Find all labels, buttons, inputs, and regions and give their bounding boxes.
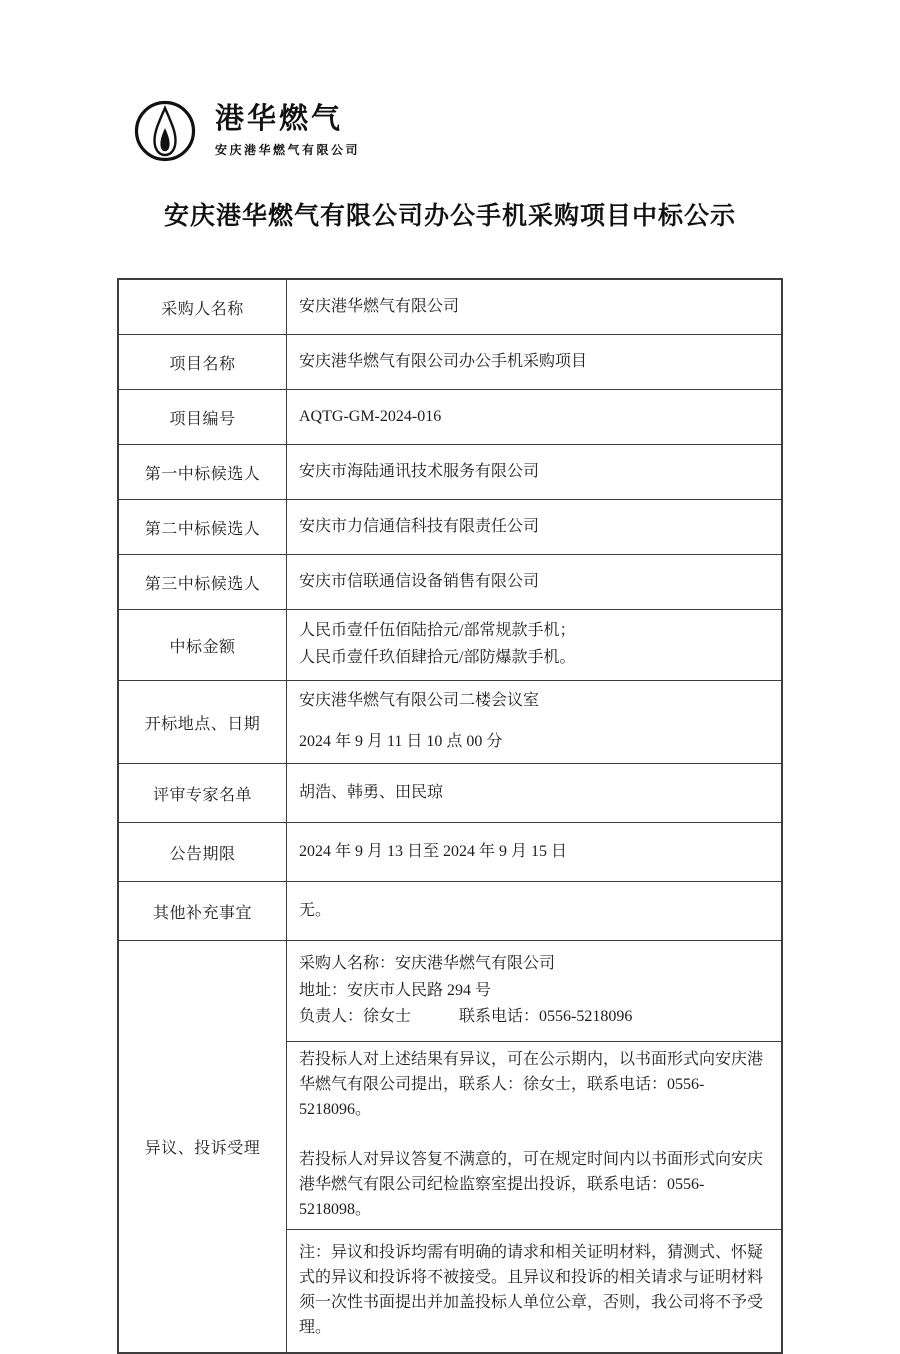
table-row-project-number [118,390,782,445]
row-value: 安庆市海陆通讯技术服务有限公司 [287,445,783,500]
row-value: 安庆港华燃气有限公司办公手机采购项目 [287,335,783,390]
row-value: 2024 年 9 月 13 日至 2024 年 9 月 15 日 [287,823,783,882]
objection-address-line: 地址：安庆市人民路 294 号 [299,981,492,999]
amount-line-explosionproof: 人民币壹仟玖佰肆拾元/部防爆款手机。 [299,649,576,666]
logo-company-text: 安庆港华燃气有限公司 [215,143,361,158]
announcement-table [117,278,783,1354]
logo-brand-text: 港华燃气 [215,102,344,135]
table-row-other-matters [118,882,782,941]
row-value: 安庆市信联通信设备销售有限公司 [287,555,783,610]
row-value [287,610,783,681]
table-row-candidate-1 [118,445,782,500]
row-label: 公告期限 [118,823,287,882]
row-label: 其他补充事宜 [118,882,287,941]
objection-purchaser-line: 采购人名称：安庆港华燃气有限公司 [299,954,556,972]
table-row-award-amount [118,610,782,681]
row-value: 胡浩、韩勇、田民琼 [287,764,783,823]
objection-contact-cell [287,941,783,1042]
flame-logo-icon [133,98,197,164]
row-value: AQTG-GM-2024-016 [287,390,783,445]
table-row-purchaser [118,279,782,335]
table-row-experts [118,764,782,823]
row-label: 中标金额 [118,610,287,681]
row-value: 安庆市力信通信科技有限责任公司 [287,500,783,555]
row-value [287,681,783,764]
objection-note-cell [287,1229,783,1353]
opening-place: 安庆港华燃气有限公司二楼会议室 [299,692,540,710]
opening-datetime: 2024 年 9 月 11 日 10 点 00 分 [299,733,503,750]
row-label: 第三中标候选人 [118,555,287,610]
company-logo [133,98,360,164]
table-row-candidate-3 [118,555,782,610]
row-label: 项目名称 [118,335,287,390]
table-row-announcement-period [118,823,782,882]
table-row-candidate-2 [118,500,782,555]
table-row-objection-contact [118,941,782,1042]
row-label: 评审专家名单 [118,764,287,823]
row-label: 采购人名称 [118,279,287,335]
row-value: 无。 [287,882,783,941]
row-label: 第一中标候选人 [118,445,287,500]
row-label: 第二中标候选人 [118,500,287,555]
table-row-opening-place-date [118,681,782,764]
row-label: 项目编号 [118,390,287,445]
row-label: 开标地点、日期 [118,681,287,764]
objection-paragraph-1: 若投标人对上述结果有异议，可在公示期内，以书面形式向安庆港华燃气有限公司提出，联系人：徐女士，联系电话：0556-5218096。 [299,1051,764,1118]
objection-contact-line: 负责人：徐女士 联系电话：0556-5218096 [299,1008,633,1026]
logo-text [215,104,360,159]
table-row-project-name [118,335,782,390]
objection-label: 异议、投诉受理 [118,941,287,1353]
amount-line-regular: 人民币壹仟伍佰陆拾元/部常规款手机； [299,622,576,640]
page-title: 安庆港华燃气有限公司办公手机采购项目中标公示 [163,203,736,230]
objection-note-text: 注：异议和投诉均需有明确的请求和相关证明材料，猜测式、怀疑式的异议和投诉将不被接受。且异议和投诉的相关请求与证明材料须一次性书面提出并加盖投标人单位公章，否则，我公司将不予受理。 [299,1244,764,1336]
objection-paragraph-2: 若投标人对异议答复不满意的，可在规定时间内以书面形式向安庆港华燃气有限公司纪检监察室提出投诉，联系电话：0556-5218098。 [299,1151,764,1218]
row-value: 安庆港华燃气有限公司 [287,279,783,335]
objection-procedure-cell [287,1042,783,1230]
